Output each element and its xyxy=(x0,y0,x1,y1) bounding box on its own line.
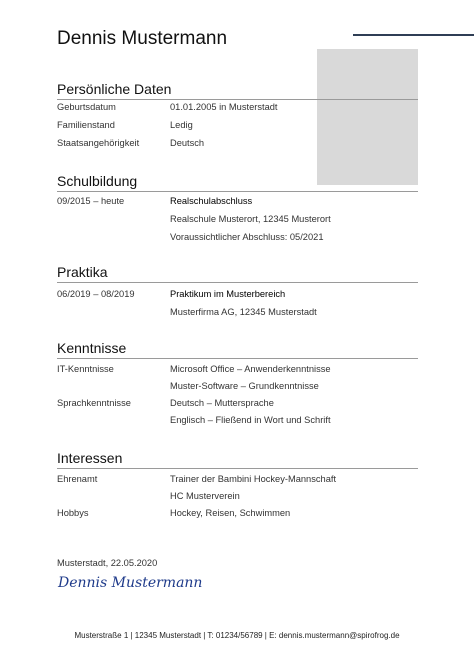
row-label: Familienstand xyxy=(57,120,115,130)
row-label: Staatsangehörigkeit xyxy=(57,138,140,148)
school-period: 09/2015 – heute xyxy=(57,196,125,206)
school-name: Realschule Musterort, 12345 Musterort xyxy=(170,214,331,224)
internship-period: 06/2019 – 08/2019 xyxy=(57,289,135,299)
section-heading-school: Schulbildung xyxy=(57,173,138,189)
row-nationality xyxy=(57,138,427,156)
signature: Dennis Mustermann xyxy=(58,575,203,591)
applicant-name: Dennis Mustermann xyxy=(57,28,228,49)
skills-language-value: Deutsch – Muttersprache xyxy=(170,398,274,408)
internship-company: Musterfirma AG, 12345 Musterstadt xyxy=(170,307,317,317)
skills-language-label: Sprachkenntnisse xyxy=(57,398,131,408)
skills-language-row xyxy=(57,415,427,433)
row-value: 01.01.2005 in Musterstadt xyxy=(170,102,278,112)
row-value: Ledig xyxy=(170,120,193,130)
section-heading-personal: Persönliche Daten xyxy=(57,81,172,97)
skills-language-value: Englisch – Fließend in Wort und Schrift xyxy=(170,415,331,425)
section-heading-skills: Kenntnisse xyxy=(57,340,127,356)
row-label: Geburtsdatum xyxy=(57,102,116,112)
skills-it-value: Microsoft Office – Anwenderkenntnisse xyxy=(170,364,331,374)
internship-title: Praktikum im Musterbereich xyxy=(170,289,286,299)
school-degree: Realschulabschluss xyxy=(170,196,253,206)
school-detail xyxy=(57,232,427,250)
interests-volunteer-value: HC Musterverein xyxy=(170,491,240,501)
internship-entry xyxy=(57,289,427,307)
interests-volunteer-label: Ehrenamt xyxy=(57,474,98,484)
interests-volunteer-value: Trainer der Bambini Hockey-Mannschaft xyxy=(170,474,337,484)
skills-language-row xyxy=(57,398,427,416)
school-entry xyxy=(57,196,427,214)
place-date: Musterstadt, 22.05.2020 xyxy=(57,558,158,568)
interests-hobbies-value: Hockey, Reisen, Schwimmen xyxy=(170,508,291,518)
interests-hobbies-row xyxy=(57,508,427,526)
accent-line xyxy=(353,34,474,36)
section-heading-internships: Praktika xyxy=(57,264,108,280)
interests-volunteer-row xyxy=(57,491,427,509)
skills-it-label: IT-Kenntnisse xyxy=(57,364,114,374)
section-divider xyxy=(57,282,418,283)
skills-it-row xyxy=(57,364,427,382)
section-divider xyxy=(57,99,418,100)
interests-volunteer-row xyxy=(57,474,427,492)
school-graduation: Voraussichtlicher Abschluss: 05/2021 xyxy=(170,232,324,242)
section-divider xyxy=(57,191,418,192)
section-divider xyxy=(57,468,418,469)
row-value: Deutsch xyxy=(170,138,205,148)
school-detail xyxy=(57,214,427,232)
section-divider xyxy=(57,358,418,359)
interests-hobbies-label: Hobbys xyxy=(57,508,89,518)
row-marital-status xyxy=(57,120,427,138)
internship-detail xyxy=(57,307,427,325)
row-birthdate xyxy=(57,102,427,120)
skills-it-value: Muster-Software – Grundkenntnisse xyxy=(170,381,319,391)
section-heading-interests: Interessen xyxy=(57,450,123,466)
footer-contact: Musterstraße 1 | 12345 Musterstadt | T: 01234/56789 | E: dennis.mustermann@spirofrog.de xyxy=(74,631,400,640)
skills-it-row xyxy=(57,381,427,399)
